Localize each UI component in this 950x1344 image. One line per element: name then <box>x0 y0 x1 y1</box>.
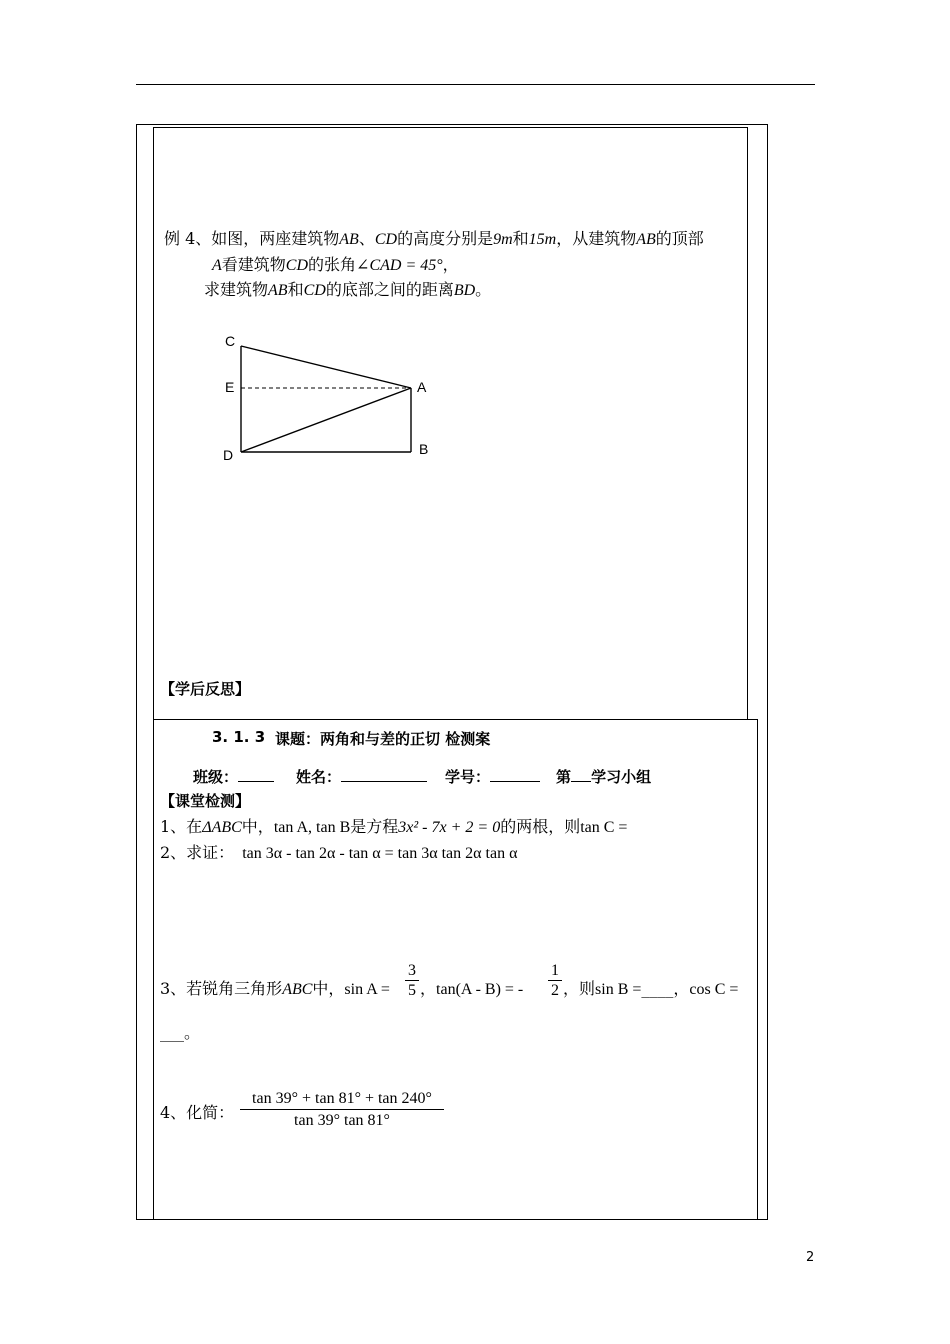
frame-right-upper <box>747 127 748 720</box>
fraction-1-2: $\frac{1}{2}$ <box>548 962 562 1001</box>
frame-top <box>136 124 768 125</box>
question-3: 3、若锐角三角形ABC中，sin A = <box>160 979 390 998</box>
section-title: 课题：两角和与差的正切 检测案 <box>275 730 491 748</box>
fraction-simplify <box>240 1089 444 1132</box>
info-line: 班级： 姓名： 学号： 第 学习小组 <box>193 768 652 786</box>
section-number: 3. 1. 3 <box>212 728 266 746</box>
question-2: 2、求证： tan 3α - tan 2α - tan α = tan 3α tan 2α tan α <box>160 843 518 862</box>
page-number: 2 <box>806 1250 815 1265</box>
numerator: tan 39° + tan 81° + tan 240° <box>240 1089 444 1110</box>
section-divider <box>153 719 758 720</box>
example4-line2: A看建筑物CD的张角∠CAD = 45°， <box>212 255 459 274</box>
example4-line3: 求建筑物AB和CD的底部之间的距离BD。 <box>204 280 492 299</box>
reflection-title: 【学后反思】 <box>160 680 251 698</box>
check-title: 【课堂检测】 <box>160 792 251 810</box>
frame-bottom <box>136 1219 768 1220</box>
denominator: tan 39° tan 81° <box>294 1112 390 1129</box>
frame-left <box>136 124 137 1220</box>
question-3-line2: ___。 <box>160 1023 201 1042</box>
frame-left-inner <box>153 127 154 1220</box>
name-label: 姓名： <box>296 768 342 786</box>
label-C: C <box>225 333 236 349</box>
fraction-3-5: $\frac{3}{5}$ <box>405 962 419 1001</box>
header-rule <box>136 84 815 85</box>
frame-top-inner <box>153 127 748 128</box>
building-figure <box>215 330 445 470</box>
question-1: 1、在ΔABC中，tan A, tan B是方程3x² - 7x + 2 = 0的两根，则tan C = <box>160 817 628 836</box>
class-label: 班级： <box>193 768 239 786</box>
frame-right-lower <box>757 719 758 1220</box>
label-D: D <box>223 447 234 463</box>
label-E: E <box>225 379 235 395</box>
frame-right <box>767 124 768 1220</box>
question-3-part2: ，tan(A - B) = - <box>420 979 524 998</box>
example4-line1: 例 4、如图，两座建筑物AB、CD的高度分别是9m和15m，从建筑物AB的顶部 <box>164 229 704 248</box>
question-3-part3: ，则sin B =____，cos C = <box>563 979 739 998</box>
label-B: B <box>419 441 429 457</box>
question-4-label: 4、化简： <box>160 1103 235 1122</box>
id-label: 学号： <box>445 768 491 786</box>
label-A: A <box>417 379 427 395</box>
